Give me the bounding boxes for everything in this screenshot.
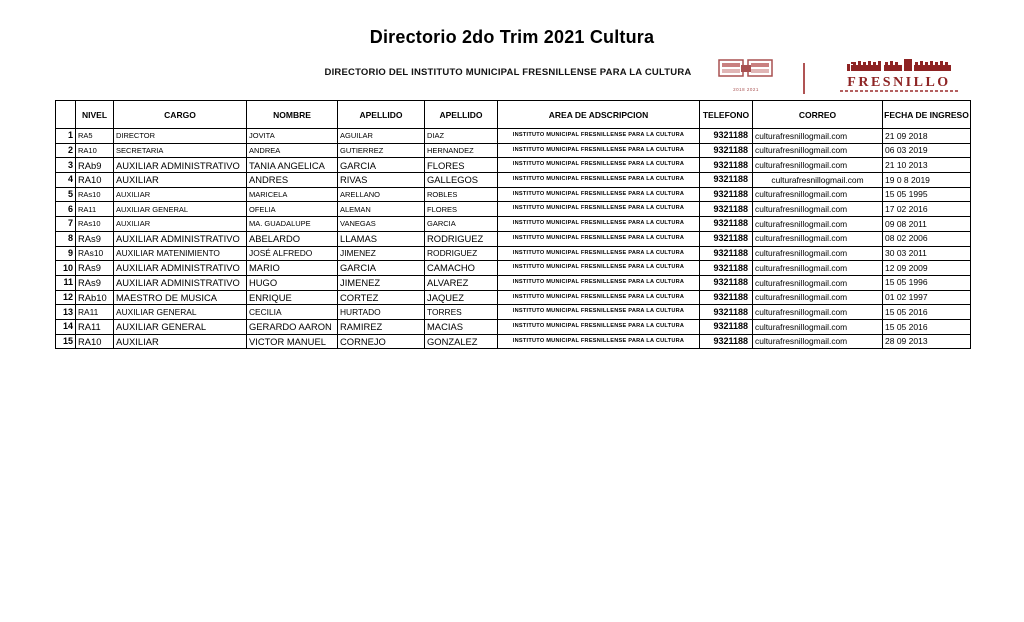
cell-nivel: RA11: [76, 319, 114, 334]
cell-nivel: RAs9: [76, 275, 114, 290]
cell-fecha: 15 05 2016: [883, 319, 971, 334]
cell-nombre: VICTOR MANUEL: [247, 334, 338, 349]
cell-num: 13: [56, 305, 76, 320]
cell-num: 14: [56, 319, 76, 334]
municipal-seal-icon: [717, 58, 775, 82]
cell-cargo: AUXILIAR ADMINISTRATIVO: [114, 275, 247, 290]
cell-cargo: AUXILIAR GENERAL: [114, 305, 247, 320]
table-row: [56, 275, 971, 290]
cell-apellido2: MACIAS: [425, 319, 498, 334]
cell-apellido1: CORTEZ: [338, 290, 425, 305]
cell-correo: culturafresnillogmail.com: [753, 202, 883, 217]
cell-apellido2: FLORES: [425, 202, 498, 217]
cell-nombre: JOVITA: [247, 129, 338, 144]
cell-telefono: 9321188: [700, 275, 753, 290]
cell-nivel: RA10: [76, 334, 114, 349]
cell-nivel: RAs10: [76, 246, 114, 261]
cell-num: 11: [56, 275, 76, 290]
cell-area: INSTITUTO MUNICIPAL FRESNILLENSE PARA LA CULTURA: [498, 275, 700, 290]
cell-telefono: 9321188: [700, 129, 753, 144]
cell-apellido2: TORRES: [425, 305, 498, 320]
cell-apellido2: DIAZ: [425, 129, 498, 144]
cell-num: 12: [56, 290, 76, 305]
cell-apellido2: HERNANDEZ: [425, 143, 498, 158]
table-row: [56, 129, 971, 144]
cell-telefono: 9321188: [700, 173, 753, 188]
table-row: [56, 246, 971, 261]
cell-cargo: AUXILIAR GENERAL: [114, 319, 247, 334]
cell-correo: culturafresnillogmail.com: [753, 143, 883, 158]
table-row: [56, 187, 971, 202]
cell-area: INSTITUTO MUNICIPAL FRESNILLENSE PARA LA CULTURA: [498, 158, 700, 173]
cell-nivel: RA10: [76, 143, 114, 158]
cell-correo: culturafresnillogmail.com: [753, 158, 883, 173]
cell-apellido2: RODRIGUEZ: [425, 231, 498, 246]
cell-nombre: JOSÉ ALFREDO: [247, 246, 338, 261]
cell-telefono: 9321188: [700, 187, 753, 202]
cell-apellido1: RAMIREZ: [338, 319, 425, 334]
cell-fecha: 15 05 1996: [883, 275, 971, 290]
table-row: [56, 319, 971, 334]
cell-cargo: AUXILIAR: [114, 173, 247, 188]
cell-apellido1: VANEGAS: [338, 217, 425, 232]
cell-nivel: RAb9: [76, 158, 114, 173]
cell-correo: culturafresnillogmail.com: [753, 275, 883, 290]
column-header-num: [56, 101, 76, 129]
cell-nombre: CECILIA: [247, 305, 338, 320]
column-header-fecha: FECHA DE INGRESO: [883, 101, 971, 129]
cell-nombre: ANDRES: [247, 173, 338, 188]
table-row: [56, 143, 971, 158]
cell-telefono: 9321188: [700, 334, 753, 349]
cell-apellido1: HURTADO: [338, 305, 425, 320]
cell-telefono: 9321188: [700, 305, 753, 320]
cell-apellido1: CORNEJO: [338, 334, 425, 349]
cell-area: INSTITUTO MUNICIPAL FRESNILLENSE PARA LA CULTURA: [498, 261, 700, 276]
cell-area: INSTITUTO MUNICIPAL FRESNILLENSE PARA LA CULTURA: [498, 290, 700, 305]
cell-nivel: RAb10: [76, 290, 114, 305]
fresnillo-wordmark: FRESNILLO: [847, 75, 951, 90]
cell-telefono: 9321188: [700, 143, 753, 158]
cell-cargo: AUXILIAR: [114, 334, 247, 349]
cell-correo: culturafresnillogmail.com: [753, 246, 883, 261]
cell-fecha: 01 02 1997: [883, 290, 971, 305]
directory-table-body: [56, 129, 971, 349]
cell-apellido2: ALVAREZ: [425, 275, 498, 290]
directory-table: [55, 100, 971, 349]
cell-area: INSTITUTO MUNICIPAL FRESNILLENSE PARA LA CULTURA: [498, 129, 700, 144]
fresnillo-logo: [824, 58, 974, 92]
fresnillo-skyline-icon: [847, 59, 951, 71]
column-header-cargo: CARGO: [114, 101, 247, 129]
column-header-correo: CORREO: [753, 101, 883, 129]
cell-area: INSTITUTO MUNICIPAL FRESNILLENSE PARA LA CULTURA: [498, 173, 700, 188]
cell-fecha: 06 03 2019: [883, 143, 971, 158]
cell-num: 2: [56, 143, 76, 158]
cell-fecha: 19 0 8 2019: [883, 173, 971, 188]
fresnillo-tagline-decoration: [840, 90, 958, 92]
cell-num: 6: [56, 202, 76, 217]
cell-correo: culturafresnillogmail.com: [753, 334, 883, 349]
column-header-nombre: NOMBRE: [247, 101, 338, 129]
cell-fecha: 08 02 2006: [883, 231, 971, 246]
cell-num: 1: [56, 129, 76, 144]
cell-apellido1: JIMENEZ: [338, 246, 425, 261]
cell-area: INSTITUTO MUNICIPAL FRESNILLENSE PARA LA CULTURA: [498, 217, 700, 232]
cell-num: 15: [56, 334, 76, 349]
cell-nombre: GERARDO AARON: [247, 319, 338, 334]
seal-caption: 2018 2021: [733, 87, 759, 92]
table-row: [56, 231, 971, 246]
cell-correo: culturafresnillogmail.com: [753, 305, 883, 320]
table-row: [56, 305, 971, 320]
cell-area: INSTITUTO MUNICIPAL FRESNILLENSE PARA LA CULTURA: [498, 334, 700, 349]
cell-apellido1: ALEMAN: [338, 202, 425, 217]
table-row: [56, 202, 971, 217]
cell-nivel: RAs9: [76, 261, 114, 276]
cell-apellido2: CAMACHO: [425, 261, 498, 276]
cell-cargo: AUXILIAR ADMINISTRATIVO: [114, 231, 247, 246]
cell-area: INSTITUTO MUNICIPAL FRESNILLENSE PARA LA CULTURA: [498, 187, 700, 202]
cell-apellido2: RODRIGUEZ: [425, 246, 498, 261]
cell-nombre: MARICELA: [247, 187, 338, 202]
cell-apellido1: AGUILAR: [338, 129, 425, 144]
cell-correo: culturafresnillogmail.com: [753, 290, 883, 305]
cell-num: 7: [56, 217, 76, 232]
table-row: [56, 173, 971, 188]
column-header-area: AREA DE ADSCRIPCION: [498, 101, 700, 129]
column-header-apellido1: APELLIDO: [338, 101, 425, 129]
cell-telefono: 9321188: [700, 158, 753, 173]
cell-nivel: RAs10: [76, 217, 114, 232]
cell-apellido2: JAQUEZ: [425, 290, 498, 305]
table-row: [56, 334, 971, 349]
cell-apellido1: GUTIERREZ: [338, 143, 425, 158]
cell-cargo: SECRETARIA: [114, 143, 247, 158]
cell-telefono: 9321188: [700, 202, 753, 217]
cell-cargo: MAESTRO DE MUSICA: [114, 290, 247, 305]
cell-cargo: DIRECTOR: [114, 129, 247, 144]
cell-num: 9: [56, 246, 76, 261]
cell-nombre: ABELARDO: [247, 231, 338, 246]
cell-cargo: AUXILIAR ADMINISTRATIVO: [114, 158, 247, 173]
column-header-telefono: TELEFONO: [700, 101, 753, 129]
cell-fecha: 21 09 2018: [883, 129, 971, 144]
cell-nombre: MARIO: [247, 261, 338, 276]
cell-fecha: 09 08 2011: [883, 217, 971, 232]
logo-divider: [803, 63, 805, 94]
cell-apellido1: JIMENEZ: [338, 275, 425, 290]
table-header-row: [56, 101, 971, 129]
cell-area: INSTITUTO MUNICIPAL FRESNILLENSE PARA LA CULTURA: [498, 143, 700, 158]
cell-cargo: AUXILIAR GENERAL: [114, 202, 247, 217]
cell-telefono: 9321188: [700, 231, 753, 246]
directory-table-head: [56, 101, 971, 129]
cell-area: INSTITUTO MUNICIPAL FRESNILLENSE PARA LA CULTURA: [498, 305, 700, 320]
cell-nivel: RA10: [76, 173, 114, 188]
cell-nivel: RA5: [76, 129, 114, 144]
municipal-seal-logo: [714, 58, 778, 92]
cell-telefono: 9321188: [700, 290, 753, 305]
cell-num: 10: [56, 261, 76, 276]
table-row: [56, 217, 971, 232]
cell-fecha: 21 10 2013: [883, 158, 971, 173]
cell-correo: culturafresnillogmail.com: [753, 173, 883, 188]
cell-cargo: AUXILIAR: [114, 217, 247, 232]
cell-nivel: RAs9: [76, 231, 114, 246]
cell-correo: culturafresnillogmail.com: [753, 217, 883, 232]
cell-nivel: RA11: [76, 305, 114, 320]
cell-fecha: 15 05 1995: [883, 187, 971, 202]
cell-num: 8: [56, 231, 76, 246]
cell-telefono: 9321188: [700, 261, 753, 276]
cell-apellido2: GONZALEZ: [425, 334, 498, 349]
cell-nombre: OFELIA: [247, 202, 338, 217]
cell-apellido1: GARCIA: [338, 158, 425, 173]
cell-nombre: ENRIQUE: [247, 290, 338, 305]
cell-apellido1: RIVAS: [338, 173, 425, 188]
cell-correo: culturafresnillogmail.com: [753, 231, 883, 246]
cell-num: 3: [56, 158, 76, 173]
cell-fecha: 17 02 2016: [883, 202, 971, 217]
cell-nivel: RA11: [76, 202, 114, 217]
cell-apellido1: ARELLANO: [338, 187, 425, 202]
cell-correo: culturafresnillogmail.com: [753, 187, 883, 202]
cell-area: INSTITUTO MUNICIPAL FRESNILLENSE PARA LA CULTURA: [498, 246, 700, 261]
cell-cargo: AUXILIAR MATENIMIENTO: [114, 246, 247, 261]
page-subtitle: DIRECTORIO DEL INSTITUTO MUNICIPAL FRESNILLENSE PARA LA CULTURA: [324, 67, 692, 78]
cell-area: INSTITUTO MUNICIPAL FRESNILLENSE PARA LA CULTURA: [498, 231, 700, 246]
cell-fecha: 15 05 2016: [883, 305, 971, 320]
cell-apellido2: GARCIA: [425, 217, 498, 232]
table-row: [56, 261, 971, 276]
cell-fecha: 12 09 2009: [883, 261, 971, 276]
cell-telefono: 9321188: [700, 319, 753, 334]
page-title: Directorio 2do Trim 2021 Cultura: [369, 27, 655, 47]
cell-nombre: ANDREA: [247, 143, 338, 158]
cell-nombre: HUGO: [247, 275, 338, 290]
directory-table-wrap: [55, 100, 971, 349]
cell-apellido2: FLORES: [425, 158, 498, 173]
cell-nivel: RAs10: [76, 187, 114, 202]
cell-num: 4: [56, 173, 76, 188]
cell-num: 5: [56, 187, 76, 202]
table-row: [56, 158, 971, 173]
cell-fecha: 28 09 2013: [883, 334, 971, 349]
cell-apellido1: GARCIA: [338, 261, 425, 276]
column-header-apellido2: APELLIDO: [425, 101, 498, 129]
cell-cargo: AUXILIAR: [114, 187, 247, 202]
cell-cargo: AUXILIAR ADMINISTRATIVO: [114, 261, 247, 276]
cell-fecha: 30 03 2011: [883, 246, 971, 261]
cell-area: INSTITUTO MUNICIPAL FRESNILLENSE PARA LA CULTURA: [498, 319, 700, 334]
cell-correo: culturafresnillogmail.com: [753, 129, 883, 144]
cell-apellido1: LLAMAS: [338, 231, 425, 246]
cell-telefono: 9321188: [700, 217, 753, 232]
column-header-nivel: NIVEL: [76, 101, 114, 129]
cell-correo: culturafresnillogmail.com: [753, 319, 883, 334]
cell-nombre: TANIA ANGELICA: [247, 158, 338, 173]
cell-nombre: MA. GUADALUPE: [247, 217, 338, 232]
cell-apellido2: ROBLES: [425, 187, 498, 202]
table-row: [56, 290, 971, 305]
cell-area: INSTITUTO MUNICIPAL FRESNILLENSE PARA LA CULTURA: [498, 202, 700, 217]
cell-telefono: 9321188: [700, 246, 753, 261]
cell-apellido2: GALLEGOS: [425, 173, 498, 188]
cell-correo: culturafresnillogmail.com: [753, 261, 883, 276]
